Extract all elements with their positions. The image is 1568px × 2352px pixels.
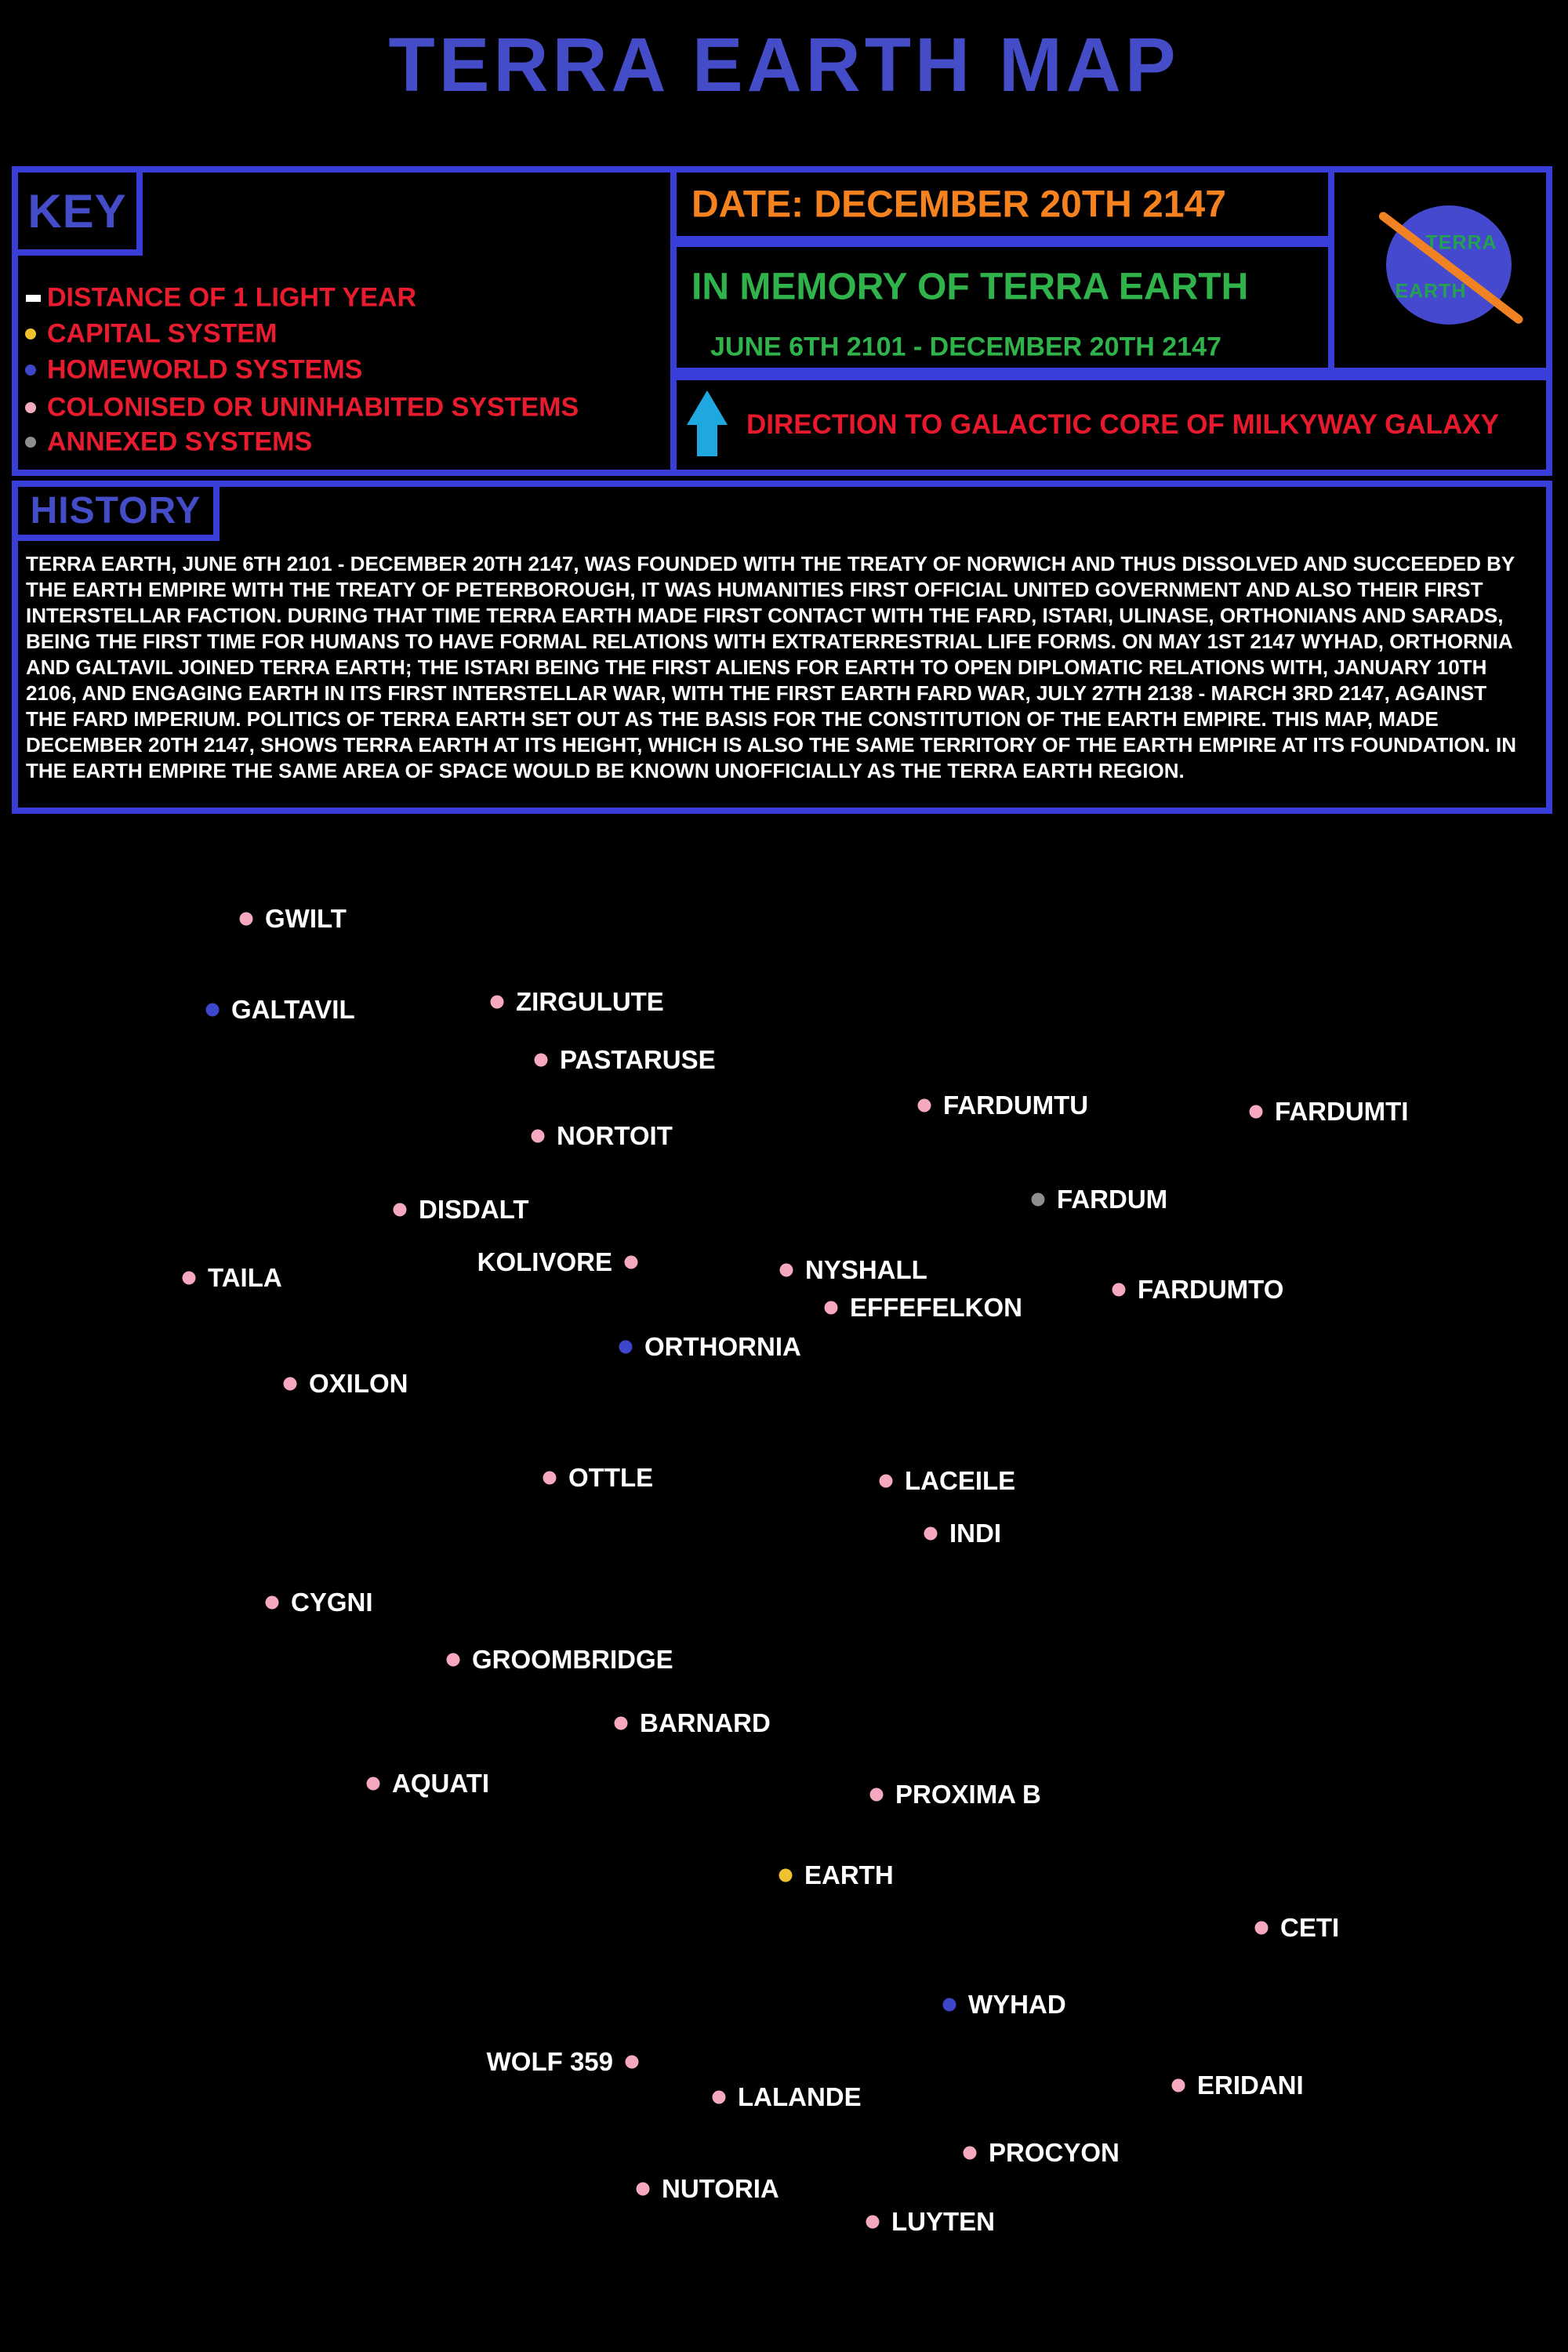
star-label: TAILA (208, 1263, 282, 1292)
star-dot (918, 1099, 931, 1112)
star-label: KOLIVORE (477, 1247, 612, 1276)
star-label: PROCYON (989, 2138, 1120, 2167)
star-dot (394, 1203, 407, 1217)
star-label: CETI (1280, 1913, 1340, 1942)
star-label: OTTLE (568, 1463, 654, 1492)
star-label: EFFEFELKON (850, 1293, 1022, 1322)
star-label: LALANDE (738, 2082, 862, 2111)
star-label: FARDUMTO (1138, 1275, 1284, 1304)
star-dot (183, 1272, 196, 1285)
star-label: INDI (949, 1519, 1001, 1548)
star-label: OXILON (309, 1369, 408, 1398)
star-label: FARDUMTI (1275, 1097, 1409, 1126)
star-dot (447, 1653, 460, 1667)
star-dot (825, 1301, 838, 1315)
star-dot (367, 1777, 380, 1791)
page-title: TERRA EARTH MAP (388, 22, 1180, 107)
star-dot (637, 2183, 650, 2196)
star-label: EARTH (804, 1860, 894, 1889)
star-label: LUYTEN (891, 2207, 995, 2236)
memorial-title: IN MEMORY OF TERRA EARTH (691, 266, 1249, 308)
star-dot (866, 2216, 880, 2229)
star-dot (1032, 1193, 1045, 1207)
star-dot (780, 1264, 793, 1277)
star-label: PASTARUSE (560, 1045, 716, 1074)
star-dot (619, 1341, 633, 1354)
star-label: BARNARD (640, 1708, 771, 1737)
star-dot (1255, 1922, 1269, 1935)
memorial-dates: JUNE 6TH 2101 - DECEMBER 20TH 2147 (710, 332, 1221, 362)
star-dot (713, 2091, 726, 2104)
legend-homeworld-label: HOMEWORLD SYSTEMS (47, 354, 363, 385)
logo-earth-text: EARTH (1395, 280, 1467, 303)
star-label: WYHAD (968, 1990, 1066, 2019)
star-dot (206, 1004, 220, 1017)
logo-terra-text: TERRA (1425, 231, 1497, 254)
star-dot (1112, 1283, 1126, 1297)
star-label: PROXIMA B (895, 1780, 1041, 1809)
direction-label: DIRECTION TO GALACTIC CORE OF MILKYWAY GALAXY (746, 409, 1499, 440)
star-dot (266, 1596, 279, 1610)
star-label: ZIRGULUTE (516, 987, 664, 1016)
legend-annexed-label: ANNEXED SYSTEMS (47, 426, 313, 457)
star-label: AQUATI (392, 1769, 490, 1798)
star-dot (532, 1130, 545, 1143)
star-label: FARDUMTU (943, 1091, 1089, 1120)
star-dot (943, 1998, 956, 2012)
star-label: WOLF 359 (486, 2047, 613, 2076)
star-label: LACEILE (905, 1466, 1016, 1495)
date-text: DATE: DECEMBER 20TH 2147 (691, 183, 1226, 226)
star-dot (880, 1475, 893, 1488)
star-label: DISDALT (419, 1195, 529, 1224)
star-dot (491, 996, 504, 1009)
star-dot (240, 913, 253, 926)
history-body-text: TERRA EARTH, JUNE 6TH 2101 - DECEMBER 20TH 2147, WAS FOUNDED WITH THE TREATY OF NORWICH AND THUS DISSOLVED AND SUCCEEDED BY THE EARTH EMPIRE WITH THE TREATY OF PETERBOROUGH, IT WAS HUMANITIES FIRST OFFICIAL UNITED GOVERNMENT AND ALSO THEIR FIRST INTERSTELLAR FACTION. DURING THAT TIME TERRA EARTH MADE FIRST CONTACT WITH THE FARD, ISTARI, ULINASE, ORTHONIANS AND SARADS, BEING THE FIRST TIME FOR HUMANS TO HAVE FORMAL RELATIONS WITH EXTRATERRESTRIAL LIFE FORMS. ON MAY 1ST 2147 WYHAD, ORTHORNIA AND GALTAVIL JOINED TERRA EARTH; THE ISTARI BEING THE FIRST ALIENS FOR EARTH TO OPEN DIPLOMATIC RELATIONS WITH, JANUARY 10TH 2106, AND ENGAGING EARTH IN ITS FIRST INTERSTELLAR WAR, WITH THE FIRST EARTH FARD WAR, JULY 27TH 2138 - MARCH 3RD 2147, AGAINST THE FARD IMPERIUM. POLITICS OF TERRA EARTH SET OUT AS THE BASIS FOR THE CONSTITUTION OF THE EARTH EMPIRE. THIS MAP, MADE DECEMBER 20TH 2147, SHOWS TERRA EARTH AT ITS HEIGHT, WHICH IS ALSO THE SAME TERRITORY OF THE EARTH EMPIRE AT ITS FOUNDATION. IN THE EARTH EMPIRE THE SAME AREA OF SPACE WOULD BE KNOWN UNOFFICIALLY AS THE TERRA EARTH REGION. (26, 552, 1517, 782)
star-label: FARDUM (1057, 1185, 1168, 1214)
star-label: ERIDANI (1197, 2071, 1304, 2100)
star-dot (615, 1717, 628, 1730)
star-dot (870, 1788, 884, 1802)
star-dot (625, 1256, 638, 1269)
star-dot (543, 1472, 557, 1485)
legend-capital-label: CAPITAL SYSTEM (47, 318, 278, 349)
legend-colonised-label: COLONISED OR UNINHABITED SYSTEMS (47, 392, 579, 423)
star-label: NUTORIA (662, 2174, 779, 2203)
star-label: CYGNI (291, 1588, 373, 1617)
history-title: HISTORY (30, 490, 201, 532)
star-dot (1172, 2079, 1185, 2092)
star-label: GALTAVIL (231, 995, 355, 1024)
star-dot (626, 2056, 639, 2069)
star-dot (284, 1377, 297, 1391)
star-label: ORTHORNIA (644, 1332, 801, 1361)
star-dot (964, 2147, 977, 2160)
legend-distance-label: DISTANCE OF 1 LIGHT YEAR (47, 282, 417, 313)
key-title: KEY (27, 184, 127, 238)
star-dot (1250, 1105, 1263, 1119)
star-label: GWILT (265, 904, 347, 933)
star-dot (535, 1054, 548, 1067)
star-label: NORTOIT (557, 1121, 673, 1150)
star-label: NYSHALL (805, 1255, 927, 1284)
star-dot (779, 1869, 793, 1882)
star-dot (924, 1527, 938, 1541)
star-label: GROOMBRIDGE (472, 1645, 673, 1674)
